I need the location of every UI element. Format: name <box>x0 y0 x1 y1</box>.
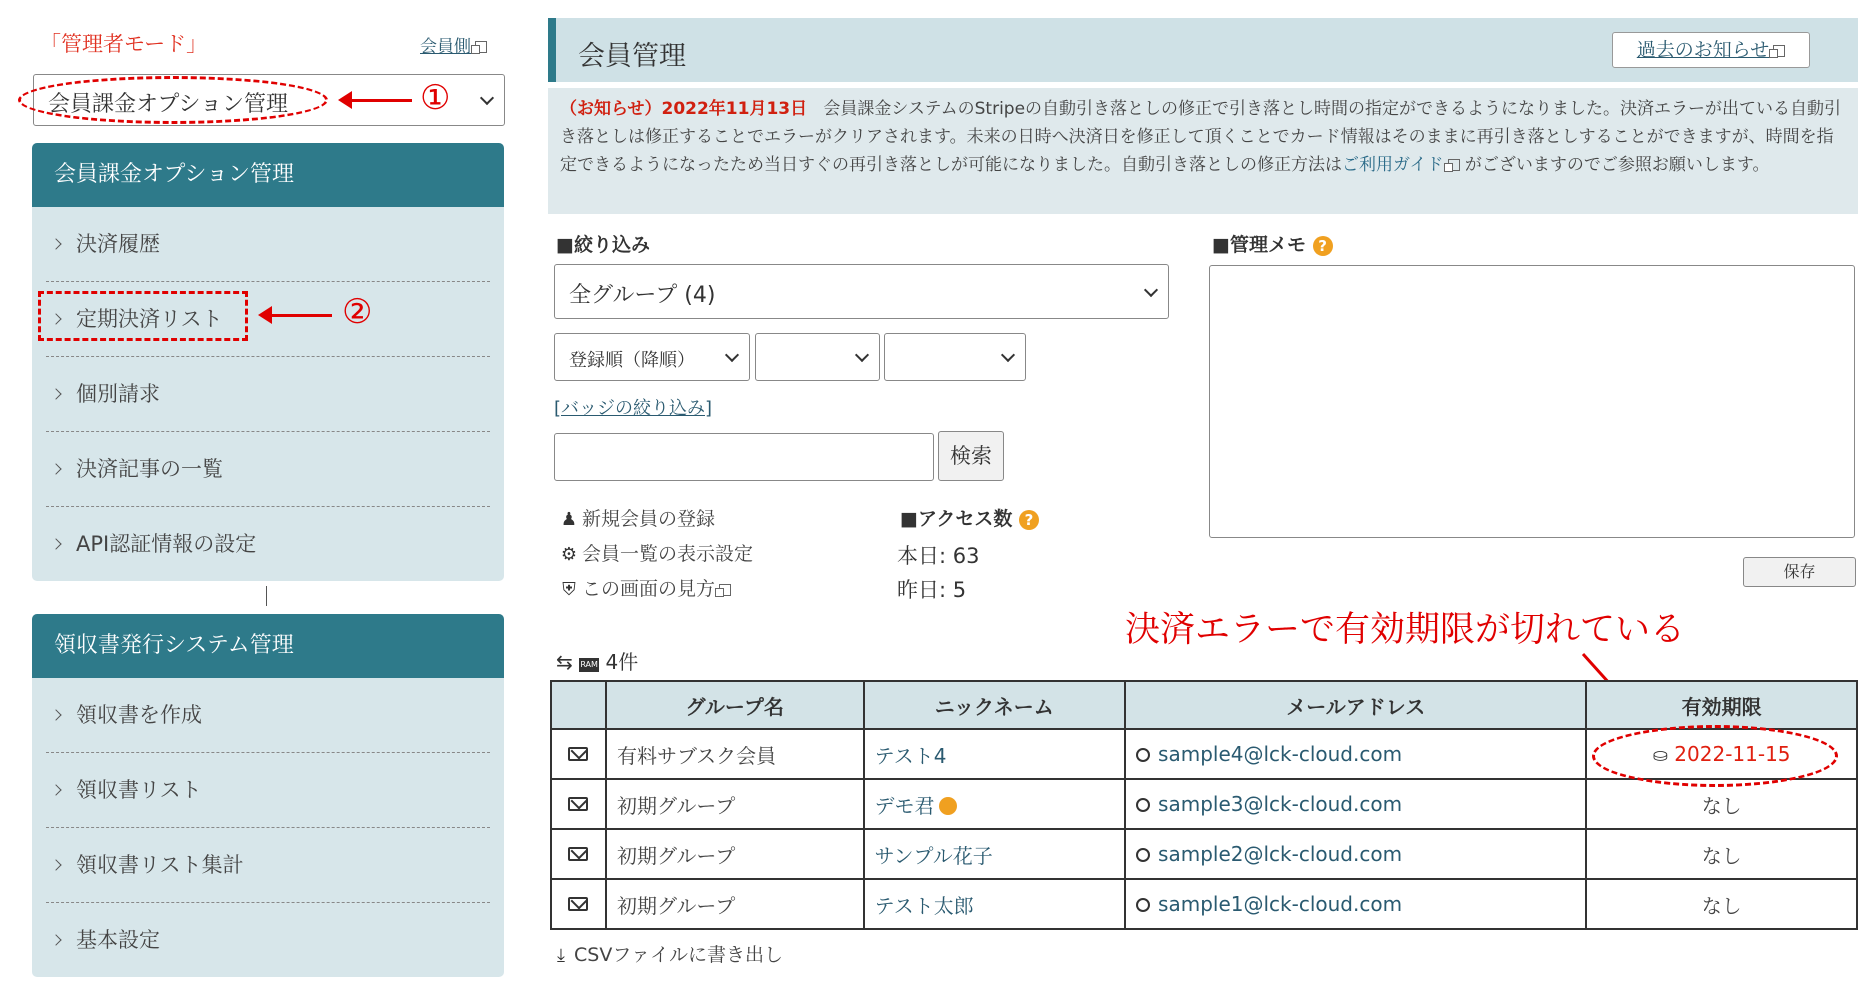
column-header-group[interactable]: グループ名 <box>606 681 864 729</box>
circle-icon <box>1136 748 1150 762</box>
nickname-link[interactable]: デモ君 <box>874 793 935 818</box>
chevron-down-icon <box>855 348 869 362</box>
nickname-cell <box>864 879 1126 929</box>
admin-mode-label: 「管理者モード」 <box>40 32 208 56</box>
save-button[interactable]: 保存 <box>1743 557 1856 587</box>
billing-option-panel <box>32 143 504 581</box>
coins-icon: ⛀ <box>1652 745 1668 766</box>
expiry-cell: なし <box>1586 779 1857 829</box>
sidebar-item-payment-articles[interactable]: 決済記事の一覧 <box>46 431 490 506</box>
nickname-link[interactable]: テスト太郎 <box>874 893 974 918</box>
how-to-link[interactable] <box>560 574 731 601</box>
table-row <box>551 829 1857 879</box>
register-member-link[interactable] <box>560 504 715 531</box>
list-count-bar <box>556 646 638 675</box>
nickname-link[interactable]: テスト4 <box>874 743 947 768</box>
chevron-down-icon <box>1001 348 1015 362</box>
filter-select-3[interactable] <box>884 333 1026 381</box>
how-to-label: この画面の見方 <box>582 578 716 600</box>
access-heading-text: ■アクセス数 <box>900 508 1013 530</box>
divider <box>266 586 267 606</box>
receipt-panel-title: 領収書発行システム管理 <box>32 614 504 678</box>
sidebar-item-basic-settings[interactable]: 基本設定 <box>46 902 490 977</box>
annotation-oval-1 <box>18 76 328 124</box>
email-link[interactable]: sample3@lck-cloud.com <box>1158 792 1403 816</box>
filter-select-2[interactable] <box>755 333 880 381</box>
access-heading <box>900 504 1039 531</box>
envelope-icon[interactable] <box>568 797 588 811</box>
column-header-email[interactable]: メールアドレス <box>1125 681 1586 729</box>
email-cell <box>1125 729 1586 779</box>
search-button[interactable]: 検索 <box>938 431 1004 481</box>
memo-heading <box>1212 230 1333 257</box>
notice-text-end: がございますのでご参照お願いします。 <box>1464 155 1770 175</box>
billing-option-panel-title: 会員課金オプション管理 <box>32 143 504 207</box>
nickname-cell <box>864 829 1126 879</box>
csv-export-label: CSVファイルに書き出し <box>574 944 783 966</box>
envelope-icon[interactable] <box>568 897 588 911</box>
sidebar-item-api-settings[interactable]: API認証情報の設定 <box>46 506 490 581</box>
email-cell <box>1125 829 1586 879</box>
nickname-link[interactable]: サンプル花子 <box>874 843 993 868</box>
display-settings-link[interactable] <box>560 539 753 566</box>
annotation-callout: 決済エラーで有効期限が切れている <box>1125 610 1686 650</box>
member-side-label: 会員側 <box>420 37 471 57</box>
column-header-nickname[interactable]: ニックネーム <box>864 681 1126 729</box>
chevron-down-icon <box>480 91 494 105</box>
mail-cell[interactable] <box>551 879 606 929</box>
gear-icon: ⚙ <box>560 544 578 565</box>
notice-text: 会員課金システムのStripeの自動引き落としの修正で引き落とし時間の指定ができるようになりました。決済エラーが出ている自動引き落としは修正することでエラーがクリアされます。未来の日時へ決済日を修正して頂くことでカード情報はそのままに再引き落としすることができますが、時間を指定できるようになったため当日すぐの再引き落としが可能になりました。自動引き落としの修正方法は <box>560 99 1842 175</box>
mail-cell[interactable] <box>551 779 606 829</box>
member-table <box>550 680 1858 930</box>
register-member-label: 新規会員の登録 <box>582 508 716 530</box>
swap-icon[interactable]: ⇆ <box>556 650 573 674</box>
email-link[interactable]: sample2@lck-cloud.com <box>1158 842 1403 866</box>
display-settings-label: 会員一覧の表示設定 <box>582 543 754 565</box>
help-icon[interactable]: ? <box>1019 510 1039 530</box>
expiry-value: 2022-11-15 <box>1674 742 1791 766</box>
past-notices-label: 過去のお知らせ <box>1636 39 1770 61</box>
external-link-icon <box>1773 45 1785 57</box>
notice-label: （お知らせ）2022年11月13日 <box>560 99 808 119</box>
member-side-link[interactable] <box>420 32 487 57</box>
help-icon[interactable]: ? <box>1313 236 1333 256</box>
envelope-icon[interactable] <box>568 747 588 761</box>
sidebar-item-payment-history[interactable]: 決済履歴 <box>32 207 504 281</box>
notice-box <box>548 88 1858 214</box>
search-input[interactable] <box>554 433 934 481</box>
column-header-icon <box>551 681 606 729</box>
external-link-icon <box>1448 159 1460 171</box>
annotation-box-2 <box>38 291 248 341</box>
group-filter-value: 全グループ (4) <box>569 283 716 308</box>
page-title: 会員管理 <box>578 41 686 72</box>
shield-icon: ⛨ <box>562 579 576 600</box>
download-icon: ⤓ <box>557 945 565 966</box>
verified-badge-icon <box>939 797 957 815</box>
group-cell: 有料サブスク会員 <box>606 729 864 779</box>
table-row <box>551 879 1857 929</box>
sidebar-item-receipt-list[interactable]: 領収書リスト <box>46 752 490 827</box>
access-yesterday: 昨日: 5 <box>897 578 967 602</box>
filter-heading: ■絞り込み <box>556 234 650 256</box>
expiry-cell: なし <box>1586 829 1857 879</box>
table-header-row <box>551 681 1857 729</box>
email-cell <box>1125 879 1586 929</box>
annotation-oval-expiry <box>1592 725 1838 787</box>
circle-icon <box>1136 848 1150 862</box>
chevron-down-icon <box>725 348 739 362</box>
sort-order-select[interactable] <box>554 333 750 381</box>
user-icon: ♟ <box>560 509 578 530</box>
sidebar-item-individual-billing[interactable]: 個別請求 <box>46 356 490 431</box>
circle-icon <box>1136 898 1150 912</box>
memo-textarea[interactable] <box>1209 265 1855 538</box>
email-link[interactable]: sample1@lck-cloud.com <box>1158 892 1403 916</box>
user-guide-link[interactable]: ご利用ガイド <box>1342 155 1444 175</box>
group-cell: 初期グループ <box>606 879 864 929</box>
external-link-icon <box>475 41 487 53</box>
sort-order-value: 登録順（降順） <box>569 350 695 371</box>
mail-cell[interactable] <box>551 729 606 779</box>
memory-icon[interactable]: RAM <box>579 658 599 672</box>
nickname-cell <box>864 729 1126 779</box>
admin-menu-select-value: 会員課金オプション管理 <box>48 92 289 117</box>
table-row <box>551 779 1857 829</box>
external-link-icon <box>719 584 731 596</box>
page-header <box>548 18 1858 82</box>
annotation-arrow-1 <box>350 99 412 102</box>
sidebar-item-create-receipt[interactable]: 領収書を作成 <box>32 678 504 752</box>
group-cell: 初期グループ <box>606 829 864 879</box>
receipt-panel <box>32 614 504 977</box>
group-filter-select[interactable] <box>554 264 1169 319</box>
email-link[interactable]: sample4@lck-cloud.com <box>1158 742 1403 766</box>
column-header-expiry[interactable]: 有効期限 <box>1586 681 1857 729</box>
sidebar-item-receipt-summary[interactable]: 領収書リスト集計 <box>46 827 490 902</box>
past-notices-button[interactable] <box>1612 32 1810 68</box>
list-count: 4件 <box>605 650 639 674</box>
annotation-number-1: ① <box>420 78 451 118</box>
badge-filter-link[interactable]: [バッジの絞り込み] <box>554 398 713 419</box>
chevron-down-icon <box>1144 282 1158 296</box>
envelope-icon[interactable] <box>568 847 588 861</box>
expiry-cell: なし <box>1586 879 1857 929</box>
access-today: 本日: 63 <box>897 544 980 568</box>
mail-cell[interactable] <box>551 829 606 879</box>
group-cell: 初期グループ <box>606 779 864 829</box>
email-cell <box>1125 779 1586 829</box>
memo-heading-text: ■管理メモ <box>1212 234 1306 256</box>
circle-icon <box>1136 798 1150 812</box>
annotation-number-2: ② <box>342 292 373 332</box>
nickname-cell <box>864 779 1126 829</box>
sidebar-item-recurring-list[interactable]: 定期決済リスト <box>46 281 490 356</box>
annotation-arrow-2 <box>270 314 332 317</box>
csv-export-link[interactable] <box>552 940 783 967</box>
